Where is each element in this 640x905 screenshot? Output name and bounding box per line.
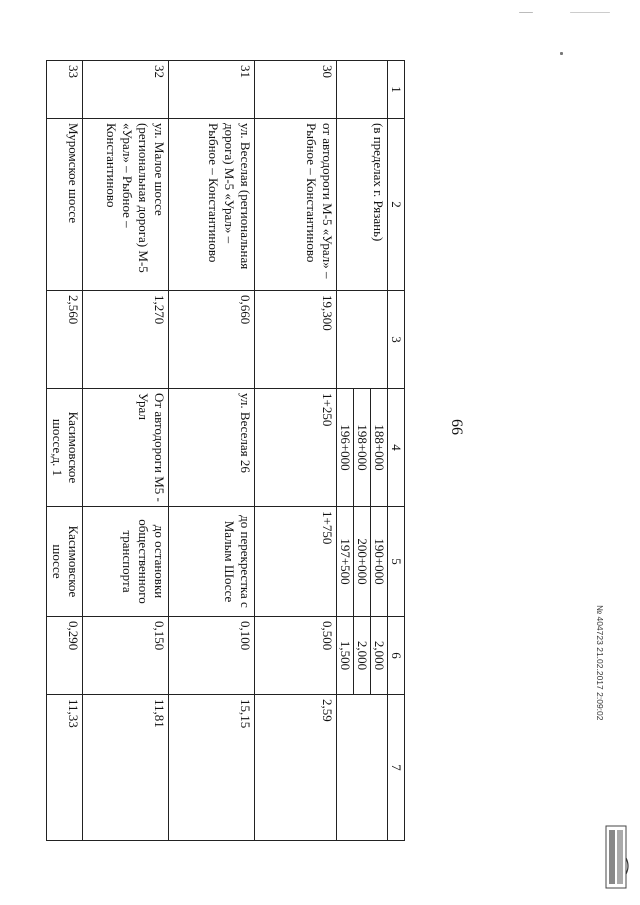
segment-end: до остановки общественного транспорта xyxy=(83,507,169,617)
table-cell xyxy=(337,695,388,841)
road-name: ул. Веселая (региональная дорога) М-5 «Урал» – Рыбное – Константиново xyxy=(169,119,255,291)
table-cell: 2,000 xyxy=(354,617,371,695)
header-cell: 3 xyxy=(388,291,405,389)
row-number: 31 xyxy=(169,61,255,119)
table-cell: 2,000 xyxy=(371,617,388,695)
document-footer xyxy=(595,605,605,720)
road-length: 2,560 xyxy=(47,291,83,389)
header-cell: 4 xyxy=(388,389,405,507)
value-cell: 2,59 xyxy=(255,695,337,841)
segment-start: Касимовское шоссе,д. 1 xyxy=(47,389,83,507)
segment-end: до перекрестка с Малым Шоссе xyxy=(169,507,255,617)
header-cell: 2 xyxy=(388,119,405,291)
road-name: от автодороги М-5 «Урал» – Рыбное – Константиново xyxy=(255,119,337,291)
scan-mark xyxy=(570,12,610,13)
table-row xyxy=(371,61,388,841)
table-row xyxy=(169,61,255,841)
segment-length: 0,100 xyxy=(169,617,255,695)
table-cell: 198+000 xyxy=(354,389,371,507)
table-cell: 200+000 xyxy=(354,507,371,617)
road-name: Муромское шоссе xyxy=(47,119,83,291)
header-cell: 5 xyxy=(388,507,405,617)
header-cell: 7 xyxy=(388,695,405,841)
segment-start: ул. Веселая 26 xyxy=(169,389,255,507)
page-number: 66 xyxy=(448,419,465,435)
table-row xyxy=(47,61,83,841)
scan-mark xyxy=(519,12,533,13)
row-number: 33 xyxy=(47,61,83,119)
table-cell: 1,500 xyxy=(337,617,354,695)
doc-timestamp: 21.02.2017 2:09:02 xyxy=(595,647,605,721)
table-header-row xyxy=(388,61,405,841)
segment-start: 1+250 xyxy=(255,389,337,507)
segment-length: 0,150 xyxy=(83,617,169,695)
road-length: 1,270 xyxy=(83,291,169,389)
road-length: 19,300 xyxy=(255,291,337,389)
road-name: ул. Малое шоссе (региональная дорога) М-5 «Урал» – Рыбное – Константиново xyxy=(83,119,169,291)
row-number: 30 xyxy=(255,61,337,119)
value-cell: 11,81 xyxy=(83,695,169,841)
row-number: 32 xyxy=(83,61,169,119)
scan-mark xyxy=(560,52,563,55)
header-cell: 1 xyxy=(388,61,405,119)
road-table xyxy=(46,60,405,841)
value-cell: 15,15 xyxy=(169,695,255,841)
segment-end: 1+750 xyxy=(255,507,337,617)
value-cell: 11,33 xyxy=(47,695,83,841)
segment-start: От автодороги М5 - Урал xyxy=(83,389,169,507)
table-row xyxy=(255,61,337,841)
header-cell: 6 xyxy=(388,617,405,695)
doc-number: № 404723 xyxy=(595,605,605,645)
table-cell xyxy=(337,61,388,119)
rotated-table-container xyxy=(50,60,405,840)
registry-stamp-icon xyxy=(604,822,630,892)
segment-end: Касимовское шоссе xyxy=(47,507,83,617)
table-cell: 197+500 xyxy=(337,507,354,617)
road-length: 0,660 xyxy=(169,291,255,389)
continuation-label: (в пределах г. Рязань) xyxy=(337,119,388,291)
table-cell: 190+000 xyxy=(371,507,388,617)
table-cell: 188+000 xyxy=(371,389,388,507)
table-cell: 196+000 xyxy=(337,389,354,507)
segment-length: 0,290 xyxy=(47,617,83,695)
table-row xyxy=(83,61,169,841)
table-cell xyxy=(337,291,388,389)
segment-length: 0,500 xyxy=(255,617,337,695)
